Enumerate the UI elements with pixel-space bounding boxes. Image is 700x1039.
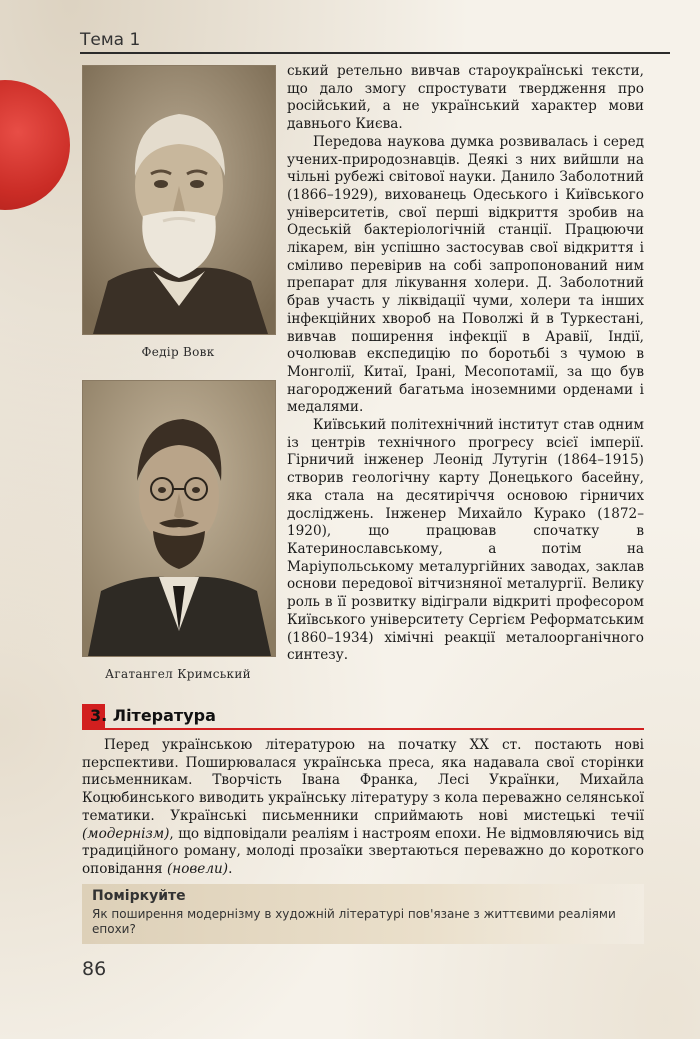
portrait-fedir-vovk (82, 65, 276, 335)
theme-label: Тема 1 (80, 30, 141, 50)
section-title: 3. Література (90, 706, 216, 725)
section-heading (82, 704, 644, 730)
literature-text-part1: Перед українською літературою на початку XX ст. постають нові перспективи. Поширювалася українська преса, яка надавала свої сторінки письменникам. Творчість Івана Франка, Лесі Українки, Михайла Коцюбинського виводить українську літературу з кола переважно селянської тематики. Українські письменники сприймають нові мистецькі течії (82, 737, 644, 824)
think-box-question: Як поширення модернізму в художній літературі пов'язане з життєвими реаліями епохи? (92, 907, 616, 936)
caption-fedir-vovk: Федір Вовк (141, 345, 215, 359)
caption-ahatanhel-krymsky: Агатангел Кримський (105, 667, 251, 681)
think-box (82, 884, 644, 944)
literature-text-part2: , що відповідали реаліям і настроям епохи. Не відмовляючись від традиційного роману, молоді прозаїки звертаються переважно до короткого оповідання (82, 825, 644, 877)
page-header (80, 30, 670, 54)
think-box-title: Поміркуйте (92, 888, 186, 904)
literature-text-end: . (228, 860, 233, 877)
right-column-text (287, 63, 644, 665)
paragraph-polytechnic: Київський політехнічний інститут став одним із центрів технічного прогресу всієї імперії. Гірничий інженер Леонід Лутугін (1864–1915) створив геологічну карту Донецького басейну, яка стала на десятиріччя основою гірничих досліджень. Інженер Михайло Курако (1872–1920), що працював спочатку в Катеринославському, а потім на Маріупольському металургійних заводах, заклав основи передової вітчизняної металургії. Велику роль в її розвитку відіграли відкриті професором Київського університету Сергієм Реформатським (1860–1934) хімічні реакції металоорганічного синтезу. (287, 417, 644, 664)
literature-text (82, 737, 644, 879)
paragraph-literature (82, 737, 644, 879)
portrait-ahatanhel-krymsky (82, 380, 276, 657)
paragraph-natural-scientists: Передова наукова думка розвивалась і серед учених-природознавців. Деякі з них вийшли на чільні рубежі світової науки. Данило Заболотний (1866–1929), вихованець Одеського і Київського університетів, свої перші відкриття зробив на Одеській бактеріологічній станції. Працюючи лікарем, він успішно застосував свої відкриття і сміливо перевірив на собі запропонований ним препарат для лікування холери. Д. Заболотний брав участь у ліквідації чуми, холери та інших інфекційних хвороб на Поволжі й в Туркестані, вивчав поширення інфекції в Аравії, Індії, очолював експедицію по боротьбі з чумою в Монголії, Китаї, Ірані, Месопотамії, за що був нагороджений багатьма іноземними орденами і медалями. (287, 133, 644, 416)
paragraph-language: ський ретельно вивчав староукраїнські тексти, що дало змогу спростувати твердження про російський, а не український характер мови давнього Києва. (287, 63, 644, 133)
term-novella: (новели) (166, 860, 229, 877)
page-number: 86 (82, 958, 107, 980)
term-modernism: (модернізм) (82, 825, 170, 842)
